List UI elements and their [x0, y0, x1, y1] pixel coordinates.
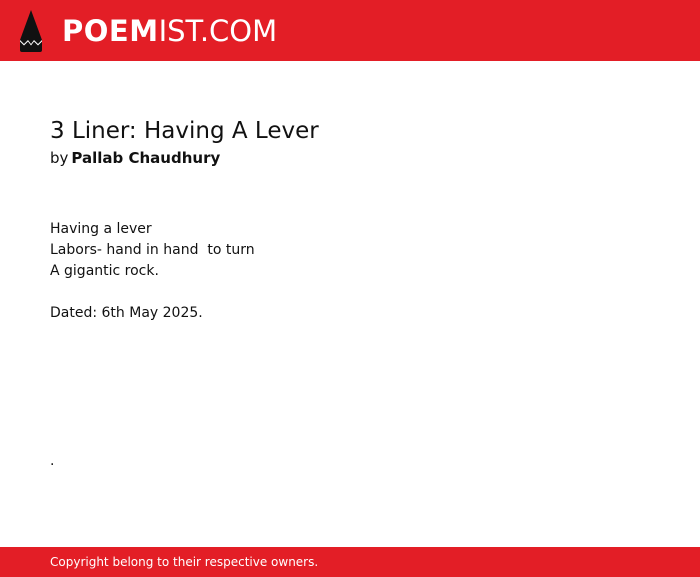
poem-date-line: Dated: 6th May 2025.	[50, 305, 203, 321]
logo-wordmark-bold: POEM	[62, 14, 159, 48]
poem-line: A gigantic rock.	[50, 263, 159, 279]
poem-line	[50, 282, 650, 303]
poem-content	[50, 116, 650, 324]
poem-body	[50, 219, 650, 324]
trailing-mark: .	[50, 453, 55, 469]
site-logo[interactable]	[18, 9, 277, 53]
site-footer	[0, 547, 700, 577]
poem-byline	[50, 147, 650, 169]
poem-line: Labors- hand in hand to turn	[50, 242, 255, 258]
poem-line: Having a lever	[50, 221, 152, 237]
logo-wordmark	[62, 10, 277, 52]
footer-copyright: Copyright belong to their respective owners.	[50, 555, 319, 569]
pencil-tip-icon	[18, 10, 44, 52]
byline-label: by	[50, 149, 69, 167]
site-header	[0, 0, 700, 61]
logo-wordmark-light: IST.COM	[158, 14, 278, 48]
poem-author: Pallab Chaudhury	[71, 149, 221, 167]
poem-title: 3 Liner: Having A Lever	[50, 118, 319, 144]
